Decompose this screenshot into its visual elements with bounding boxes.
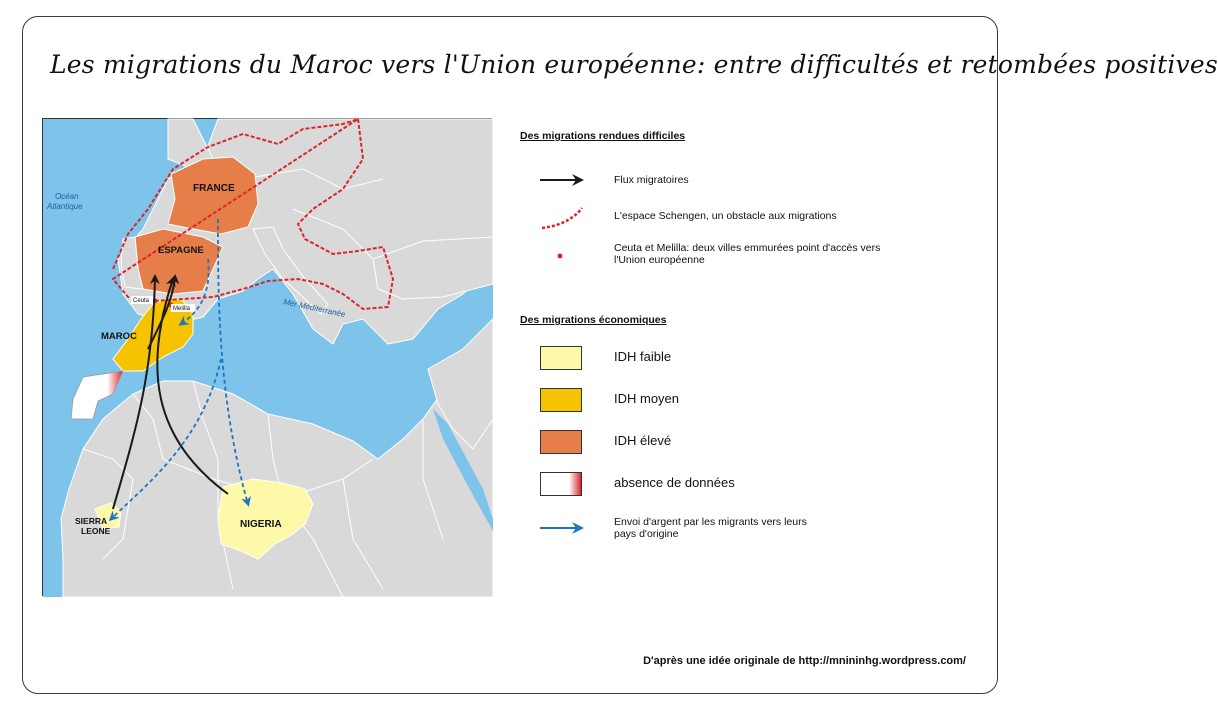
legend-label-envoi-line1: Envoi d'argent par les migrants vers leurs — [614, 516, 807, 528]
schengen-line-icon — [538, 206, 588, 232]
blue-arrow-icon — [538, 521, 588, 535]
label-maroc: MAROC — [101, 331, 137, 342]
label-sierra-line1: SIERRA — [75, 516, 108, 526]
legend-label-idh-moyen: IDH moyen — [614, 391, 680, 406]
legend-label-idh-faible: IDH faible — [614, 349, 672, 364]
melilla-label: Melilla — [173, 306, 191, 312]
ceuta-label: Ceuta — [133, 298, 150, 304]
map-svg — [43, 119, 493, 597]
legend-label-idh-eleve: IDH élevé — [614, 433, 672, 448]
legend-label-envoi-line2: pays d'origine — [614, 528, 679, 540]
legend-label-ceuta-line2: l'Union européenne — [614, 254, 705, 266]
legend-section-difficult: Des migrations rendues difficiles — [520, 130, 686, 142]
legend-label-schengen: L'espace Schengen, un obstacle aux migrations — [614, 210, 837, 222]
black-arrow-icon — [538, 173, 588, 187]
legend-label-flux: Flux migratoires — [614, 174, 689, 186]
swatch-idh-moyen — [540, 388, 582, 412]
label-ocean-line1: Océan — [55, 192, 79, 201]
red-dot-icon — [538, 242, 588, 268]
france-region — [168, 157, 258, 234]
label-mer: Mer Méditerranée — [282, 297, 347, 320]
label-france: FRANCE — [193, 183, 235, 194]
map — [42, 118, 492, 596]
legend-label-ceuta-line1: Ceuta et Melilla: deux villes emmurées point d'accès vers — [614, 242, 881, 254]
swatch-idh-eleve — [540, 430, 582, 454]
legend-label-absence: absence de données — [614, 475, 735, 490]
legend-section-economic: Des migrations économiques — [520, 314, 667, 326]
label-ocean-line2: Atlantique — [47, 202, 83, 211]
page-title: Les migrations du Maroc vers l'Union européenne: entre difficultés et retombées positives — [50, 50, 1218, 79]
label-nigeria: NIGERIA — [240, 519, 282, 530]
source-credit: D'après une idée originale de http://mnininhg.wordpress.com/ — [643, 655, 966, 667]
swatch-idh-faible — [540, 346, 582, 370]
label-espagne: ESPAGNE — [158, 245, 204, 256]
label-sierra-line2: LEONE — [81, 526, 111, 536]
swatch-absence — [540, 472, 582, 496]
